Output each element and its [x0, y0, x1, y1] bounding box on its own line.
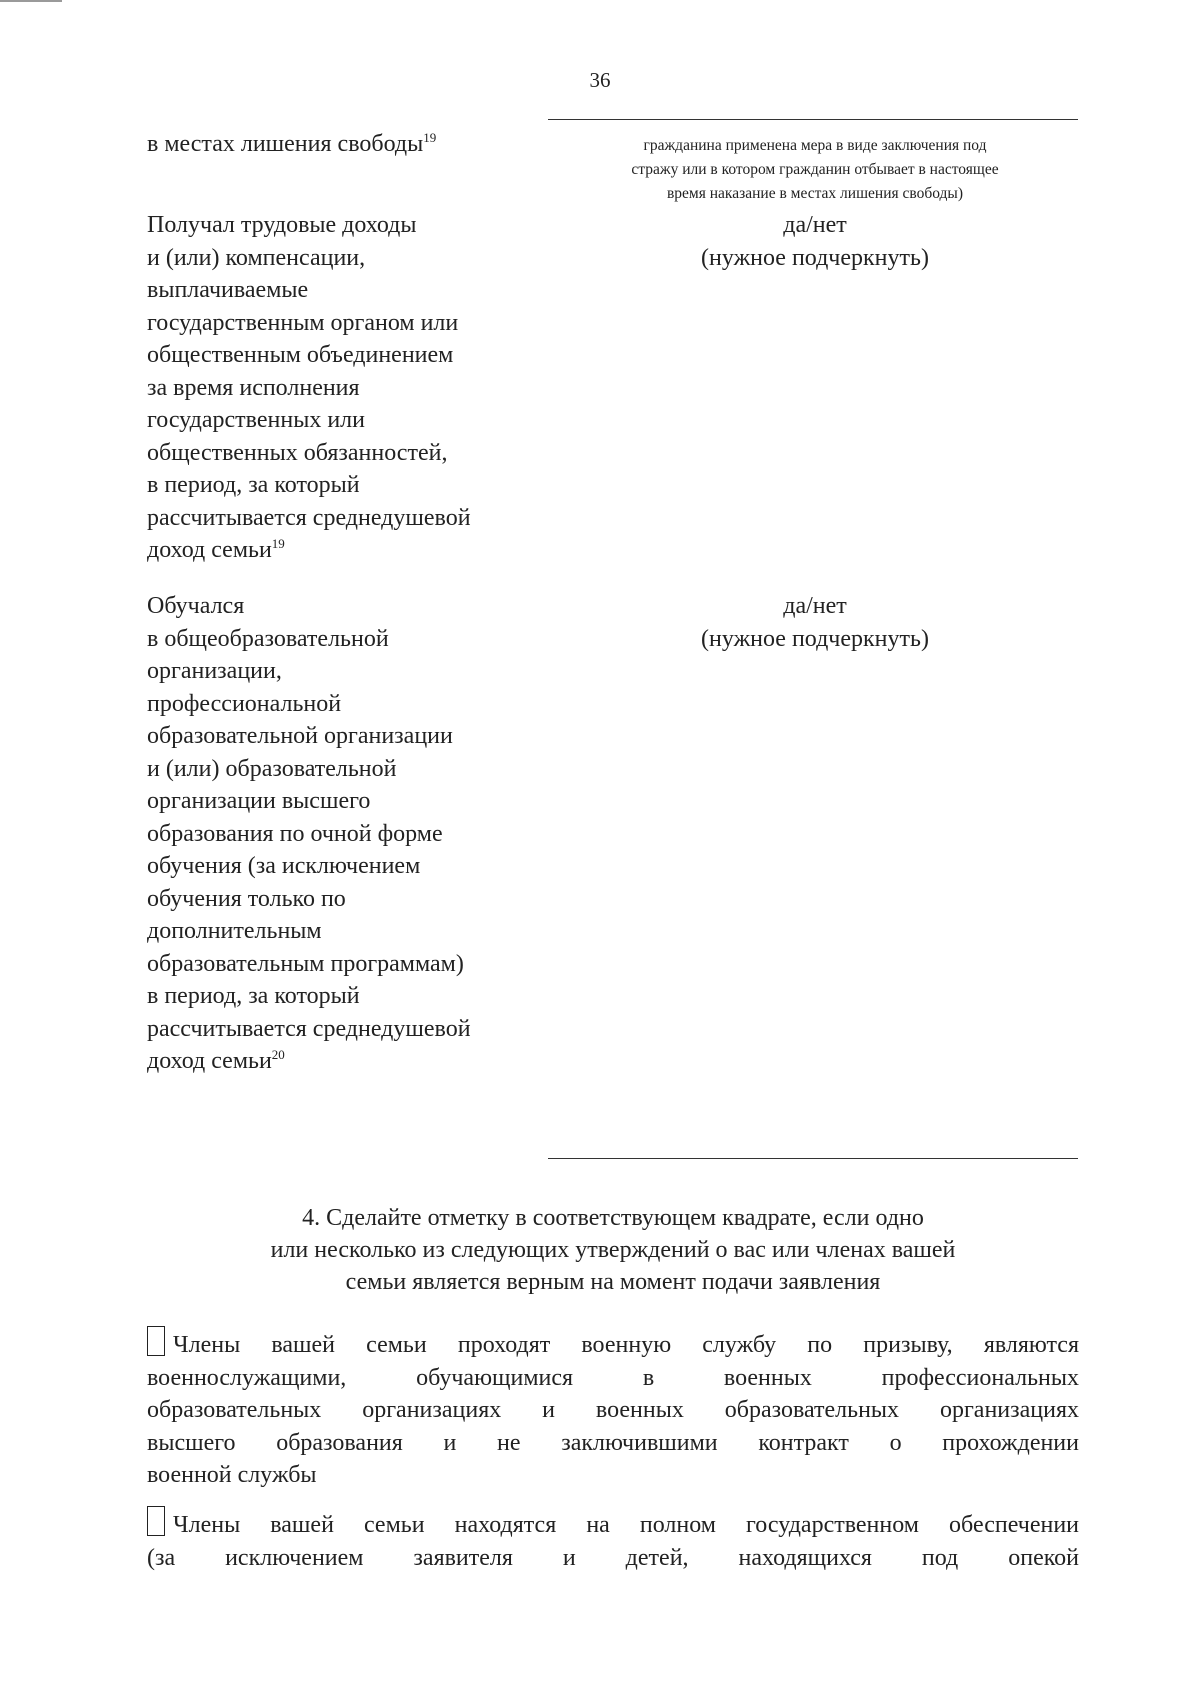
statement-state-support	[147, 1506, 1079, 1574]
row-prison-text: в местах лишения свободы	[147, 131, 424, 157]
statement-line: Члены вашей семьи проходят военную службу по призыву, являются	[173, 1332, 1079, 1358]
row-line: образовательной организации	[147, 723, 453, 749]
row-income-label	[147, 209, 577, 567]
page-number: 36	[589, 68, 611, 92]
row-line: Обучался	[147, 593, 245, 619]
heading-line: или несколько из следующих утверждений о вас или членах вашей	[270, 1237, 956, 1263]
row-income-answer	[560, 209, 1070, 274]
caption-line: стражу или в котором гражданин отбывает в настоящее	[631, 161, 999, 178]
row-prison-label	[147, 128, 577, 161]
row-line: образования по очной форме	[147, 820, 443, 847]
caption-line: время наказание в местах лишения свободы)	[666, 185, 963, 202]
signature-line-top	[548, 119, 1078, 120]
row-line: дополнительным	[147, 918, 322, 944]
footnote-ref: 20	[271, 1047, 285, 1062]
row-line: доход семьи	[147, 537, 272, 563]
statement-line: образовательных организациях и военных образовательных организациях	[147, 1397, 1079, 1423]
yes-no-choice[interactable]: да/нет	[783, 593, 847, 619]
row-line: выплачиваемые	[147, 277, 309, 303]
signature-caption	[560, 134, 1070, 206]
row-line: доход семьи	[147, 1048, 272, 1074]
yes-no-choice[interactable]: да/нет	[783, 212, 847, 238]
row-line: обучения (за исключением	[147, 853, 421, 879]
row-line: в период, за который	[147, 472, 360, 498]
footnote-ref: 19	[271, 536, 285, 551]
statement-military-service	[147, 1326, 1079, 1492]
signature-line-bottom	[548, 1158, 1078, 1159]
heading-line: 4. Сделайте отметку в соответствующем квадрате, если одно	[302, 1205, 924, 1231]
row-line: и (или) компенсации,	[147, 244, 366, 271]
statement-line: высшего образования и не заключившими контракт о прохождении	[147, 1429, 1079, 1456]
row-line: рассчитывается среднедушевой	[147, 1015, 471, 1042]
row-line: обучения только по	[147, 885, 346, 912]
statement-line: военной службы	[147, 1462, 317, 1488]
row-line: Получал трудовые доходы	[147, 212, 417, 238]
row-line: в период, за который	[147, 983, 360, 1009]
row-line: и (или) образовательной	[147, 755, 397, 782]
row-line: в общеобразовательной	[147, 625, 389, 652]
row-line: за время исполнения	[147, 374, 360, 401]
row-study-label	[147, 590, 577, 1078]
row-study-answer	[560, 590, 1070, 655]
heading-line: семьи является верным на момент подачи заявления	[345, 1269, 881, 1295]
section-4-heading	[147, 1202, 1079, 1298]
row-line: государственным органом или	[147, 309, 459, 336]
statement-line: Члены вашей семьи находятся на полном государственном обеспечении	[173, 1512, 1079, 1538]
row-line: образовательным программам)	[147, 950, 464, 977]
row-line: организации высшего	[147, 788, 371, 814]
statement-checkbox[interactable]	[147, 1326, 165, 1356]
answer-hint: (нужное подчеркнуть)	[701, 625, 929, 652]
footnote-ref: 19	[423, 130, 437, 145]
statement-checkbox[interactable]	[147, 1506, 165, 1536]
row-line: организации,	[147, 658, 282, 684]
caption-line: гражданина применена мера в виде заключения под	[643, 137, 987, 154]
answer-hint: (нужное подчеркнуть)	[701, 244, 929, 271]
row-line: общественным объединением	[147, 342, 454, 368]
row-line: государственных или	[147, 407, 365, 433]
statement-line: (за исключением заявителя и детей, находящихся под опекой	[147, 1544, 1079, 1571]
statement-line: военнослужащими, обучающимися в военных профессиональных	[147, 1364, 1079, 1391]
row-line: рассчитывается среднедушевой	[147, 504, 471, 531]
scan-corner-mark	[0, 0, 62, 2]
row-line: профессиональной	[147, 690, 342, 717]
row-line: общественных обязанностей,	[147, 439, 448, 466]
